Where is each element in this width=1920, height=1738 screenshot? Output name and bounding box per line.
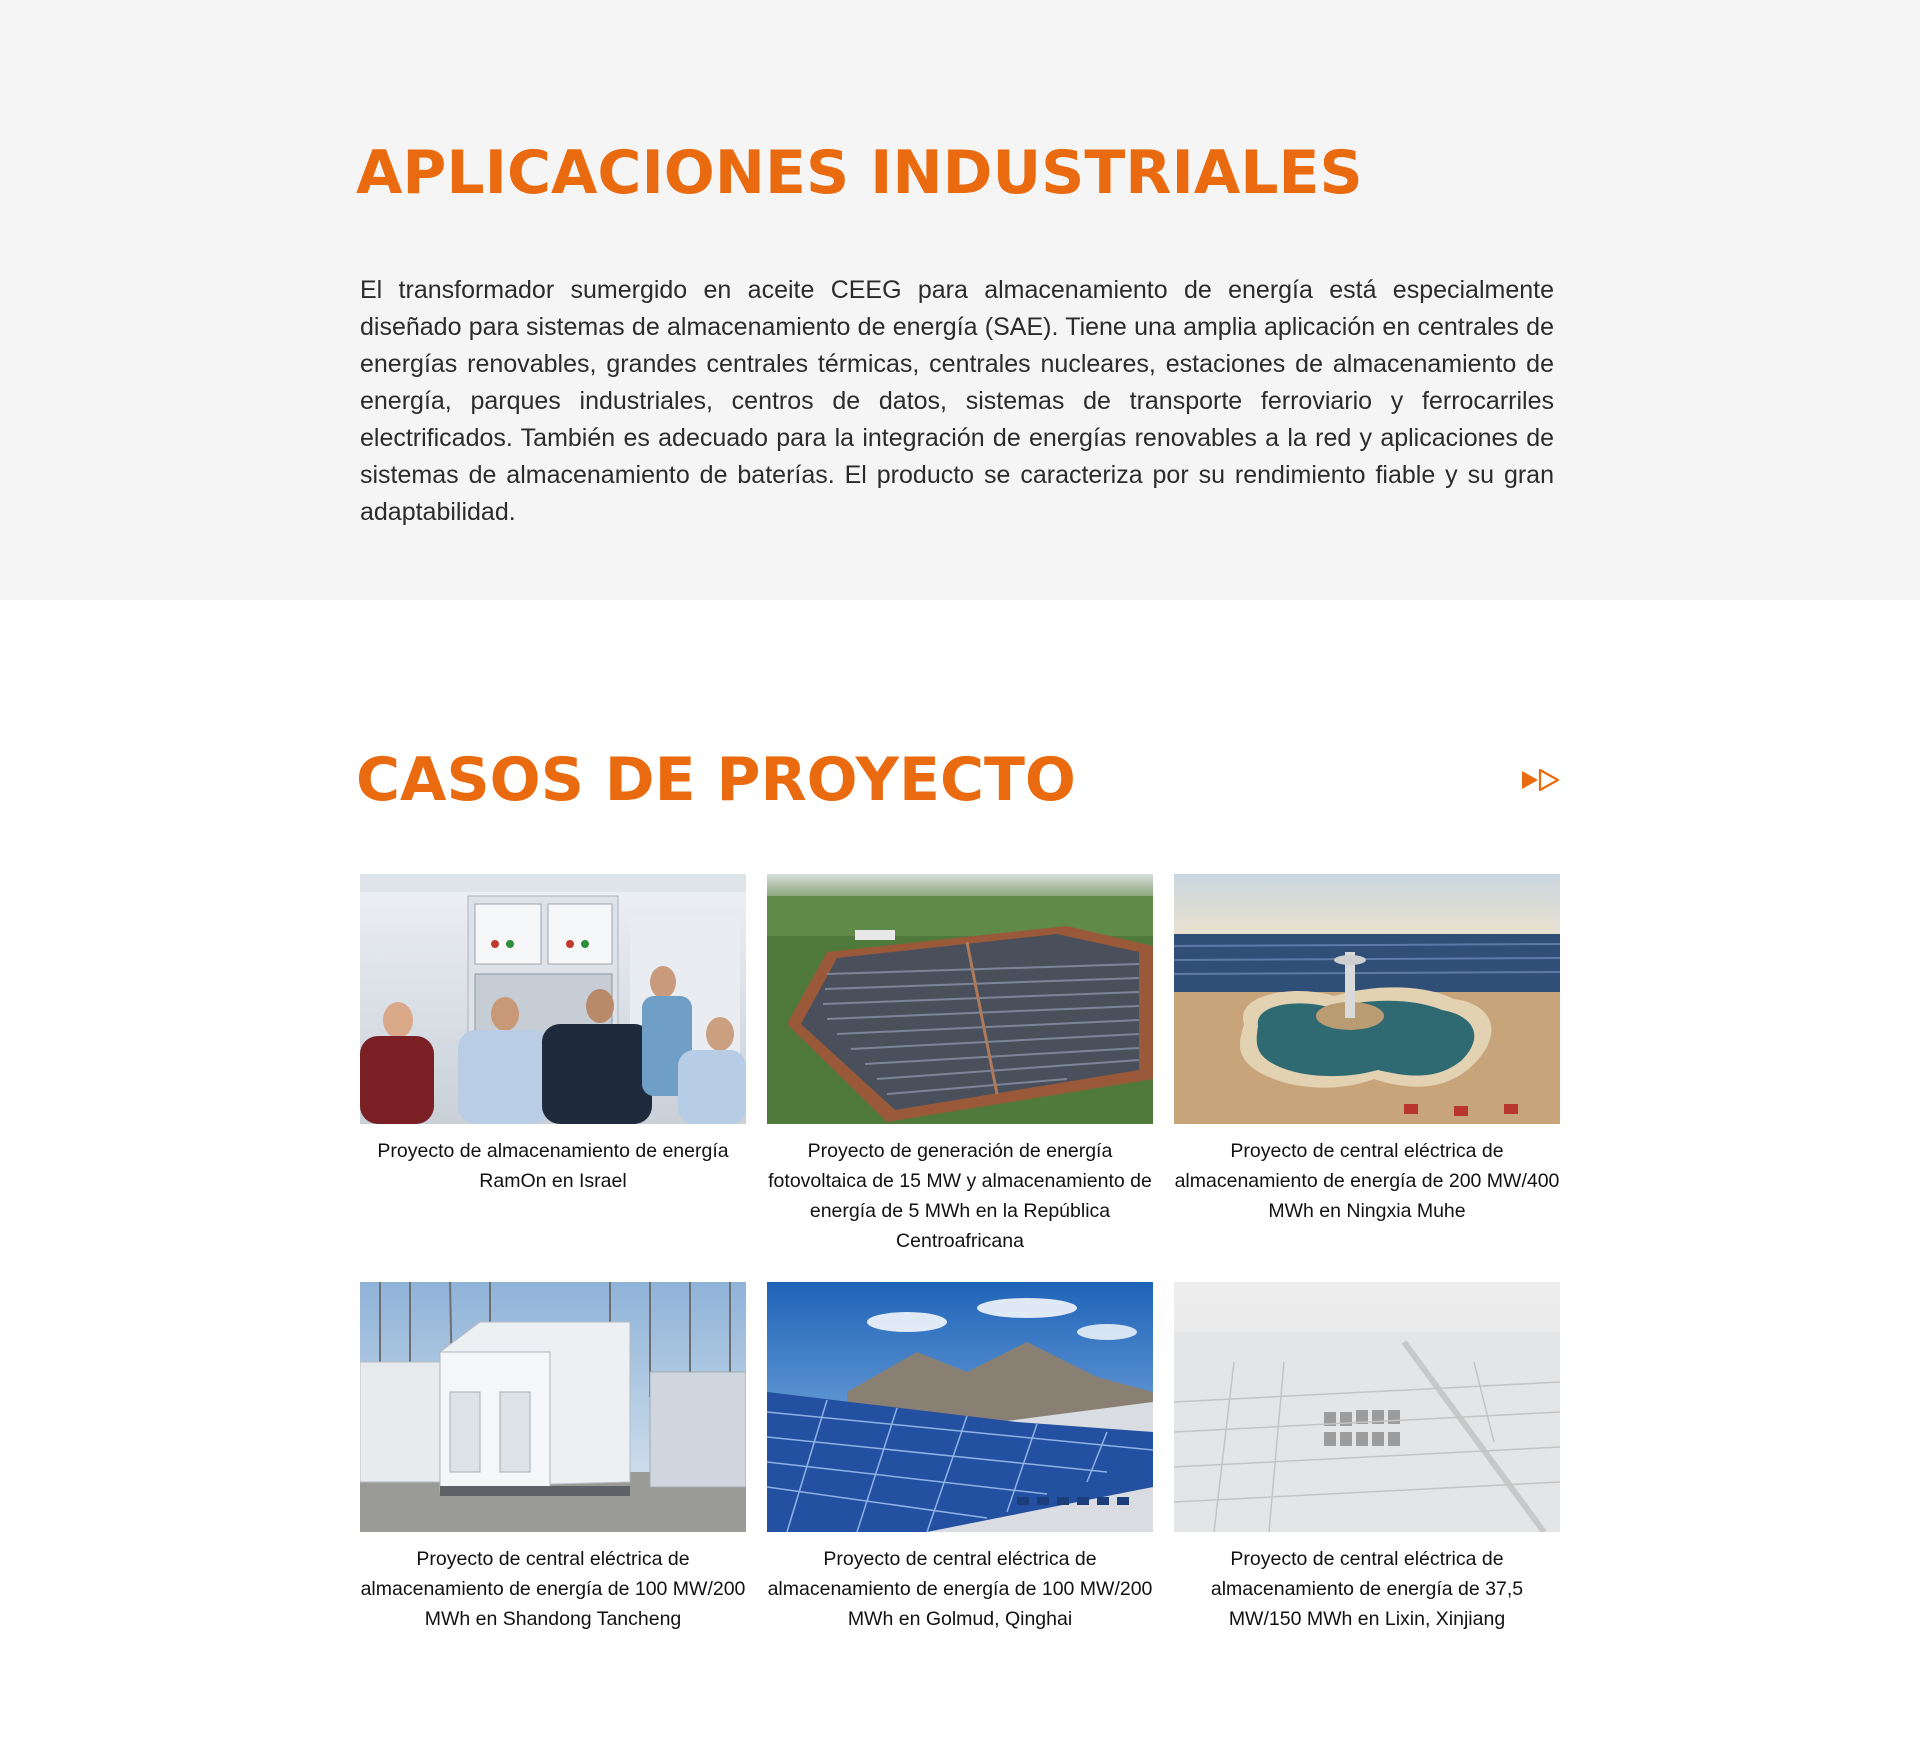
applications-title: APLICACIONES INDUSTRIALES [356, 138, 1363, 208]
case-caption[interactable]: Proyecto de central eléctrica de almacenamiento de energía de 100 MW/200 MWh en Shandong Tancheng [360, 1548, 746, 1630]
case-caption[interactable]: Proyecto de central eléctrica de almacenamiento de energía de 100 MW/200 MWh en Golmud, Qinghai [767, 1548, 1153, 1630]
case-card[interactable] [1174, 1282, 1560, 1634]
case-image-snowy-aerial-site[interactable] [1174, 1282, 1560, 1532]
case-card[interactable] [767, 874, 1153, 1256]
case-card[interactable] [767, 1282, 1153, 1634]
case-caption[interactable]: Proyecto de generación de energía fotovoltaica de 15 MW y almacenamiento de energía de 5 MWh en la República Centroafricana [768, 1140, 1152, 1252]
case-image-storage-containers[interactable] [360, 1282, 746, 1532]
case-caption[interactable]: Proyecto de almacenamiento de energía RamOn en Israel [377, 1140, 729, 1192]
case-image-engineers-at-switchgear[interactable] [360, 874, 746, 1124]
case-card[interactable] [1174, 874, 1560, 1226]
case-caption[interactable]: Proyecto de central eléctrica de almacenamiento de energía de 200 MW/400 MWh en Ningxia Muhe [1174, 1140, 1560, 1222]
case-caption[interactable]: Proyecto de central eléctrica de almacenamiento de energía de 37,5 MW/150 MWh en Lixin, Xinjiang [1210, 1548, 1524, 1630]
case-card[interactable] [360, 1282, 746, 1634]
case-image-solar-panels-mountains[interactable] [767, 1282, 1153, 1532]
applications-section [0, 0, 1920, 600]
cases-title: CASOS DE PROYECTO [356, 745, 1076, 815]
double-play-arrow-icon[interactable] [1520, 764, 1562, 796]
case-card[interactable] [360, 874, 746, 1196]
case-image-aerial-solar-farm[interactable] [767, 874, 1153, 1124]
applications-description: El transformador sumergido en aceite CEEG para almacenamiento de energía está especialmente diseñado para sistemas de almacenamiento de energía (SAE). Tiene una amplia aplicación en centrales de energías renovables, grandes centrales térmicas, centrales nucleares, estaciones de almacenamiento de energía, parques industriales, centros de datos, sistemas de transporte ferroviario y ferrocarriles electrificados. También es adecuado para la integración de energías renovables a la red y aplicaciones de sistemas de almacenamiento de baterías. El producto se caracteriza por su rendimiento fiable y su gran adaptabilidad. [360, 276, 1554, 526]
case-image-aerial-lake-tower[interactable] [1174, 874, 1560, 1124]
